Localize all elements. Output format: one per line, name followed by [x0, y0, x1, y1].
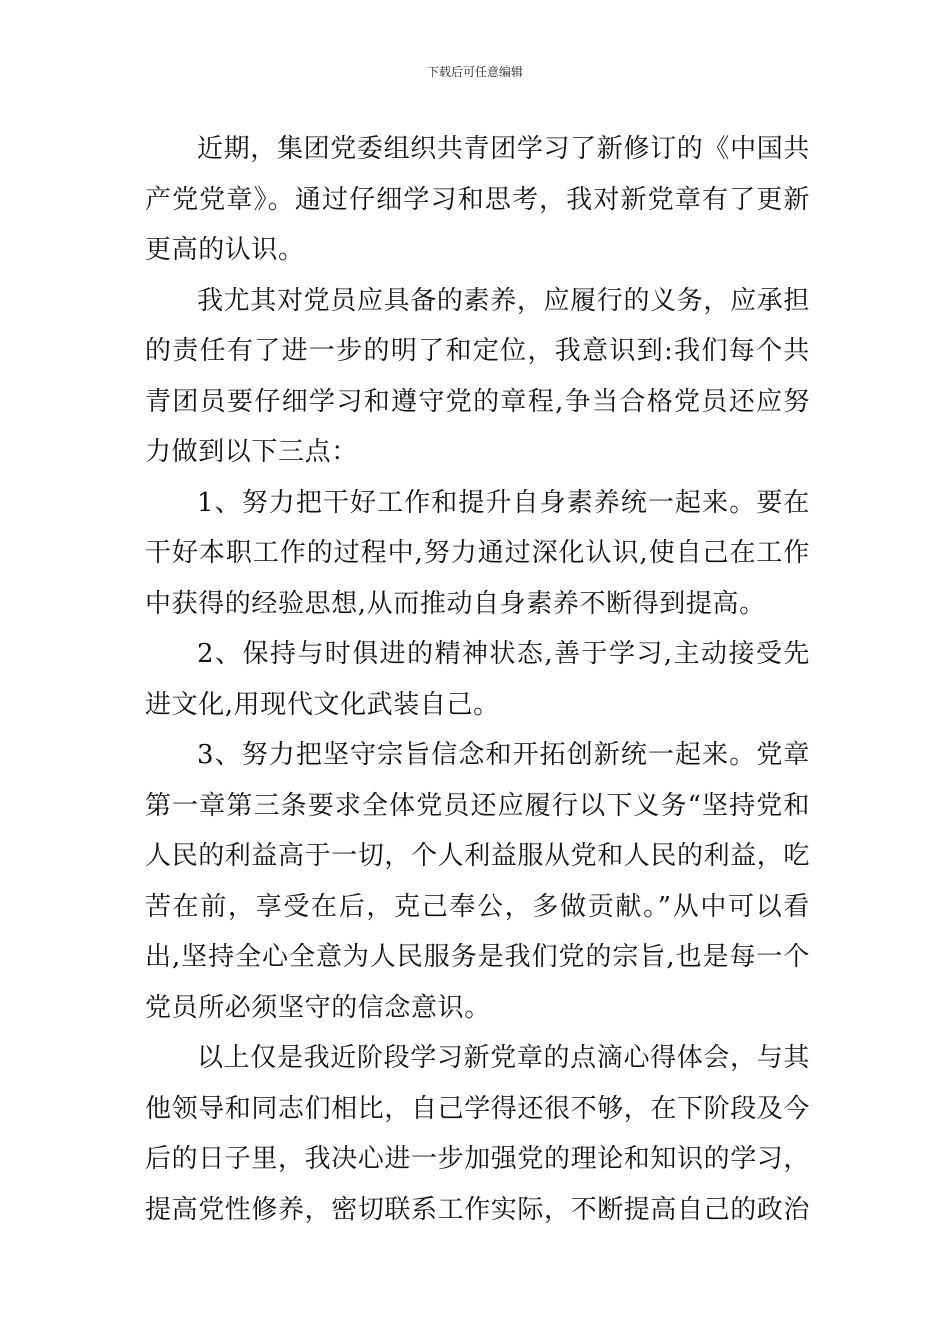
paragraph-intro: 近期，集团党委组织共青团学习了新修订的《中国共产党党章》。通过仔细学习和思考，我对新党章有了更新更高的认识。: [145, 134, 810, 265]
page-header-note: 下载后可任意编辑: [426, 65, 523, 79]
paragraph-conclusion: 以上仅是我近阶段学习新党章的点滴心得体会，与其他领导和同志们相比，自己学得还很不够，在下阶段及今后的日子里，我决心进一步加强党的理论和知识的学习，提高党性修养，密切联系工作实际，不断提高自己的政治: [145, 1043, 811, 1225]
paragraph-point-1: 1、努力把干好工作和提升自身素养统一起来。要在干好本职工作的过程中,努力通过深化认识,使自己在工作中获得的经验思想,从而推动自身素养不断得到提高。: [145, 487, 810, 619]
paragraph-point-3: 3、努力把坚守宗旨信念和开拓创新统一起来。党章第一章第三条要求全体党员还应履行以下义务“坚持党和人民的利益高于一切，个人利益服从党和人民的利益，吃苦在前，享受在后，克己奉公，多做贡献。”从中可以看出,坚持全心全意为人民服务是我们党的宗旨,也是每一个党员所必须坚守的信念意识。: [145, 740, 811, 1023]
paragraph-point-2: 2、保持与时俱进的精神状态,善于学习,主动接受先进文化,用现代文化武装自己。: [145, 639, 810, 720]
paragraph-awareness: 我尤其对党员应具备的素养，应履行的义务，应承担的责任有了进一步的明了和定位，我意识到:我们每个共青团员要仔细学习和遵守党的章程,争当合格党员还应努力做到以下三点：: [145, 285, 810, 467]
document-body: [145, 124, 810, 1235]
